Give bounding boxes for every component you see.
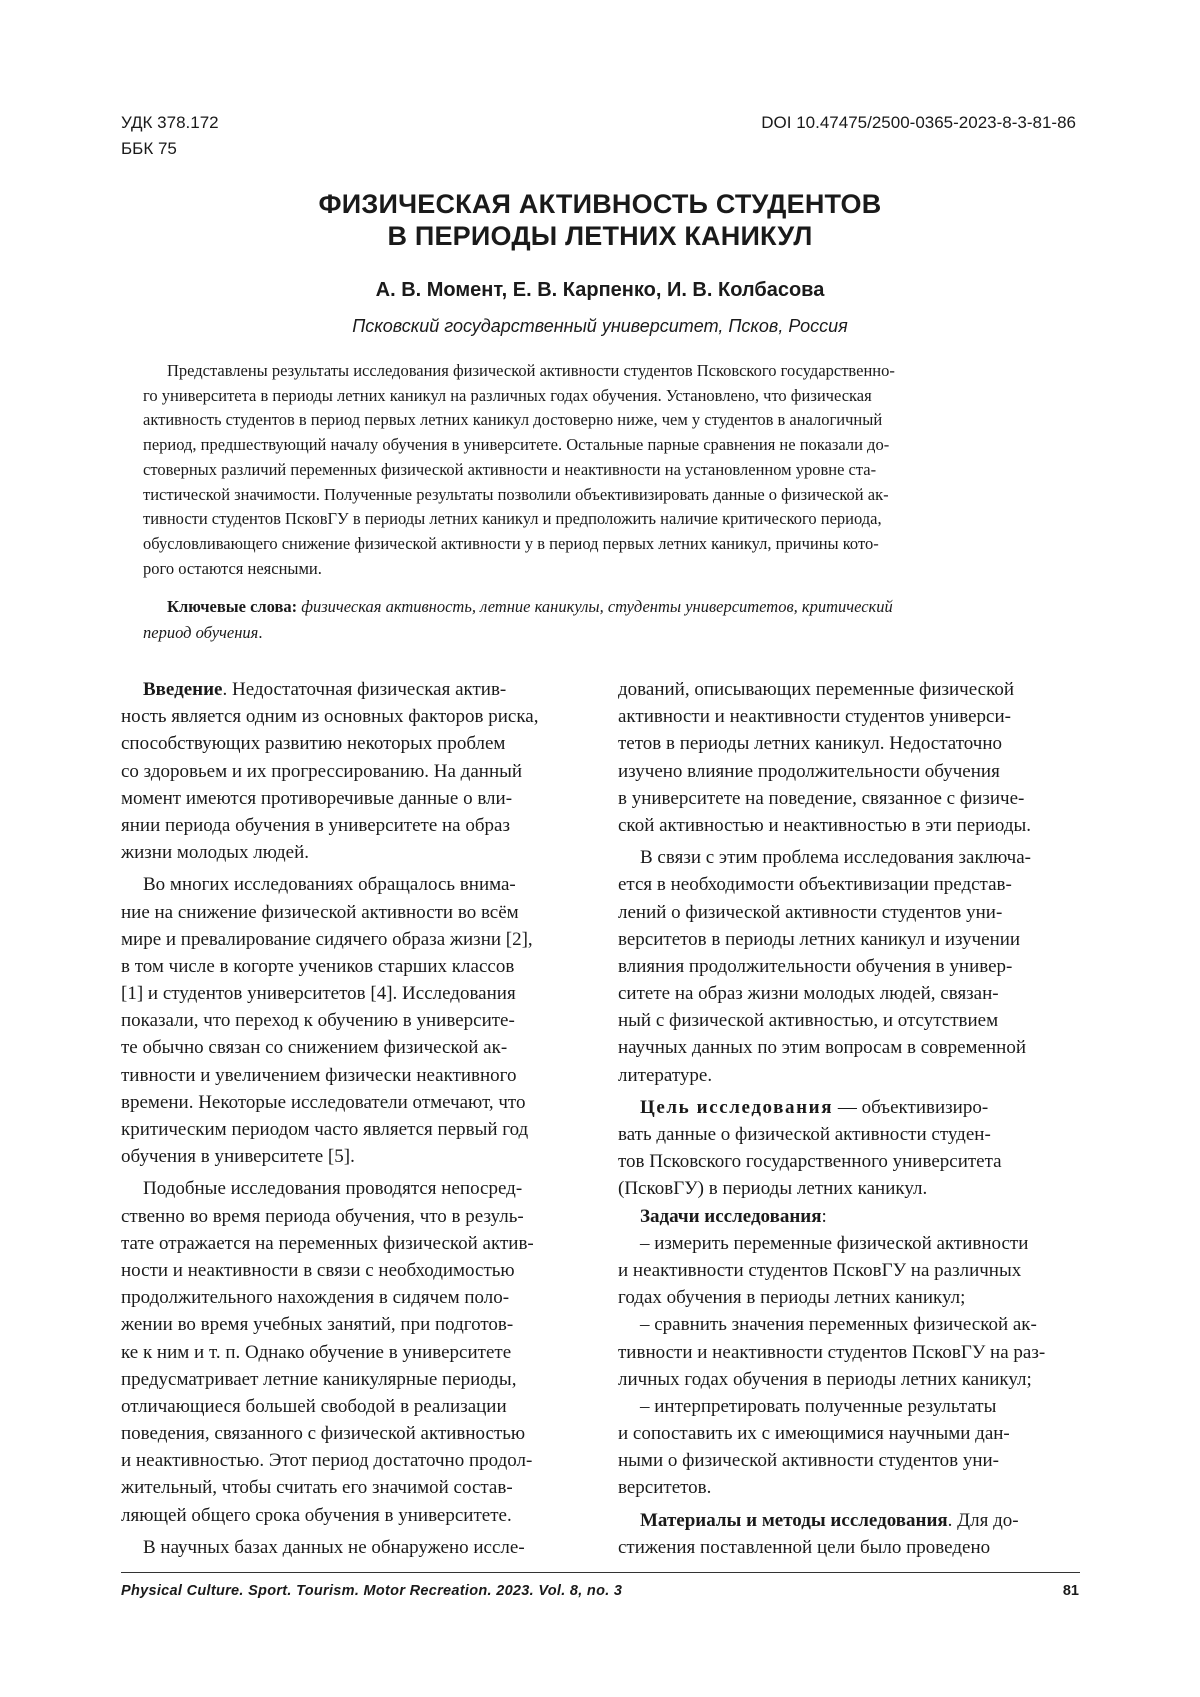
page-number: 81 xyxy=(1062,1583,1079,1599)
text-line: ный с физической активностью, и отсутствием xyxy=(618,1010,999,1032)
text-line: в том числе в когорте учеников старших классов xyxy=(121,955,515,977)
text-line: тов Псковского государственного университета xyxy=(618,1151,1002,1173)
text-line: тивности и увеличением физически неактивного xyxy=(121,1064,517,1086)
text-line: способствующих развитию некоторых проблем xyxy=(121,733,506,755)
section-heading-methods: Материалы и методы исследования xyxy=(640,1509,948,1531)
text-line: жительный, чтобы считать его значимой состав- xyxy=(121,1477,513,1499)
udk-code: УДК 378.172 xyxy=(121,113,219,132)
text-line: В связи с этим проблема исследования заключа- xyxy=(640,847,1031,869)
text-line: критическим периодом часто является первый год xyxy=(121,1119,529,1140)
abstract-line: активность студентов в период первых летних каникул достоверно ниже, чем у студентов в аналогичный xyxy=(143,410,883,430)
title-line-2: В ПЕРИОДЫ ЛЕТНИХ КАНИКУЛ xyxy=(387,221,813,251)
abstract-line: обусловливающего снижение физической активности у в период первых летних каникул, причины кото- xyxy=(143,533,879,553)
keywords-text: период обучения xyxy=(143,622,259,642)
text-line: верситетов в периоды летних каникул и изучении xyxy=(618,928,1021,950)
right-column xyxy=(618,676,1086,1561)
text-line: продолжительного нахождения в сидячем поло- xyxy=(121,1287,510,1309)
authors: А. В. Момент, Е. В. Карпенко, И. В. Колбасова xyxy=(375,279,825,301)
text-line: ситете на образ жизни молодых людей, связан- xyxy=(618,983,999,1005)
abstract-line: рого остаются неясными. xyxy=(143,558,322,578)
text-line: предусматривает летние каникулярные периоды, xyxy=(121,1368,517,1390)
text-line: отличающиеся большей свободой в реализации xyxy=(121,1395,507,1417)
section-heading-introduction: Введение xyxy=(143,679,223,700)
text-line: и сопоставить их с имеющимися научными дан- xyxy=(618,1423,1010,1445)
text-line: Цель исследования — объективизиро- xyxy=(640,1096,989,1118)
text-line: жении во время учебных занятий, при подготов- xyxy=(121,1314,514,1336)
text-line: ние на снижение физической активности во всём xyxy=(121,901,519,923)
left-column xyxy=(121,676,591,1561)
text-line: лений о физической активности студентов уни- xyxy=(618,901,1003,923)
text-line: ность является одним из основных факторов риска, xyxy=(121,706,539,728)
text-line: Подобные исследования проводятся непосред- xyxy=(143,1178,523,1200)
text-line: обучения в университете [5]. xyxy=(121,1146,355,1168)
text-line: [1] и студентов университетов [4]. Исследования xyxy=(121,983,516,1005)
text-line: ется в необходимости объективизации представ- xyxy=(618,874,1012,896)
text-line: вать данные о физической активности студен- xyxy=(618,1124,991,1145)
title-line-1: ФИЗИЧЕСКАЯ АКТИВНОСТЬ СТУДЕНТОВ xyxy=(318,189,882,219)
text-line: тате отражается на переменных физической актив- xyxy=(121,1232,534,1254)
article-title xyxy=(0,188,1200,252)
text-line: ляющей общего срока обучения в университете. xyxy=(121,1504,512,1526)
text-line: ке к ним и т. п. Однако обучение в университете xyxy=(121,1341,512,1363)
text-line: Во многих исследованиях обращалось внима- xyxy=(143,874,516,896)
abstract-line: тистической значимости. Полученные результаты позволили объективизировать данные о физической ак- xyxy=(143,484,889,504)
text-line: и неактивности студентов ПсковГУ на различных xyxy=(618,1259,1022,1281)
text-line: (ПсковГУ) в периоды летних каникул. xyxy=(618,1178,928,1200)
text-line: жизни молодых людей. xyxy=(121,842,310,864)
text-line: тивности и неактивности студентов ПсковГУ на раз- xyxy=(618,1341,1046,1363)
abstract-line: период, предшествующий началу обучения в университете. Остальные парные сравнения не показали до- xyxy=(143,435,890,455)
doi: DOI 10.47475/2500-0365-2023-8-3-81-86 xyxy=(761,113,1076,132)
text-line: активности и неактивности студентов универси- xyxy=(618,706,1011,728)
text-line: ственно во время периода обучения, что в резуль- xyxy=(121,1205,524,1227)
keywords-label: Ключевые слова: xyxy=(167,597,298,616)
text-line: литературе. xyxy=(618,1064,713,1086)
text-line: В научных базах данных не обнаружено иссле- xyxy=(143,1536,525,1558)
list-item: – интерпретировать полученные результаты xyxy=(640,1395,997,1417)
text-line: верситетов. xyxy=(618,1477,712,1499)
affiliation: Псковский государственный университет, Псков, Россия xyxy=(352,316,848,336)
text-line: со здоровьем и их прогрессированию. На данный xyxy=(121,760,523,782)
section-heading-goal: Цель исследования xyxy=(640,1096,834,1118)
abstract-line: стоверных различий переменных физической активности и неактивности на установленном уровне ста- xyxy=(143,459,877,479)
footer-divider xyxy=(121,1572,1080,1573)
text-line: те обычно связан со снижением физической ак- xyxy=(121,1037,508,1059)
text-line: Материалы и методы исследования. Для до- xyxy=(640,1509,1019,1531)
text-line: личных годах обучения в периоды летних каникул; xyxy=(618,1368,1032,1390)
text-line: мире и превалирование сидячего образа жизни [2], xyxy=(121,928,533,950)
text-line: Задачи исследования: xyxy=(640,1205,827,1227)
text-line: и неактивностью. Этот период достаточно продол- xyxy=(121,1450,533,1472)
journal-citation: Physical Culture. Sport. Tourism. Motor Recreation. 2023. Vol. 8, no. 3 xyxy=(121,1583,623,1599)
text-line: янии периода обучения в университете на образ xyxy=(121,814,510,836)
text-line: в университете на поведение, связанное с физиче- xyxy=(618,787,1025,809)
keywords-text: физическая активность, летние каникулы, студенты университетов, критический xyxy=(301,597,893,616)
text-line: показали, что переход к обучению в университе- xyxy=(121,1010,515,1032)
abstract-line: го университета в периоды летних каникул на различных годах обучения. Установлено, что физическая xyxy=(143,385,872,405)
classification-codes xyxy=(121,110,219,162)
keywords-end: . xyxy=(258,622,263,642)
text-line: стижения поставленной цели было проведено xyxy=(618,1536,991,1558)
text-line: поведения, связанного с физической активностью xyxy=(121,1423,526,1445)
keywords xyxy=(143,594,1060,645)
abstract xyxy=(143,359,1060,581)
list-item: – сравнить значения переменных физической ак- xyxy=(640,1314,1037,1336)
text-line: годах обучения в периоды летних каникул; xyxy=(618,1287,966,1309)
text-line: влияния продолжительности обучения в универ- xyxy=(618,955,1013,977)
text-line: тетов в периоды летних каникул. Недостаточно xyxy=(618,733,1002,755)
text-line: времени. Некоторые исследователи отмечают, что xyxy=(121,1091,526,1113)
bbk-code: ББК 75 xyxy=(121,139,177,158)
section-heading-tasks: Задачи исследования xyxy=(640,1205,822,1227)
text-line: момент имеются противоречивые данные о вли- xyxy=(121,787,513,809)
list-item: – измерить переменные физической активности xyxy=(640,1232,1029,1254)
text-line: научных данных по этим вопросам в современной xyxy=(618,1037,1027,1059)
text-line: Введение. Недостаточная физическая актив- xyxy=(143,679,507,700)
text-line: ности и неактивности в связи с необходимостью xyxy=(121,1259,515,1281)
text-line: ными о физической активности студентов уни- xyxy=(618,1450,1000,1472)
abstract-line: Представлены результаты исследования физической активности студентов Псковского государственно- xyxy=(167,361,895,380)
text-line: изучено влияние продолжительности обучения xyxy=(618,760,1000,782)
text-line: дований, описывающих переменные физической xyxy=(618,679,1015,700)
abstract-line: тивности студентов ПсковГУ в периоды летних каникул и предположить наличие критического периода, xyxy=(143,509,882,529)
text-line: ской активностью и неактивностью в эти периоды. xyxy=(618,814,1032,836)
